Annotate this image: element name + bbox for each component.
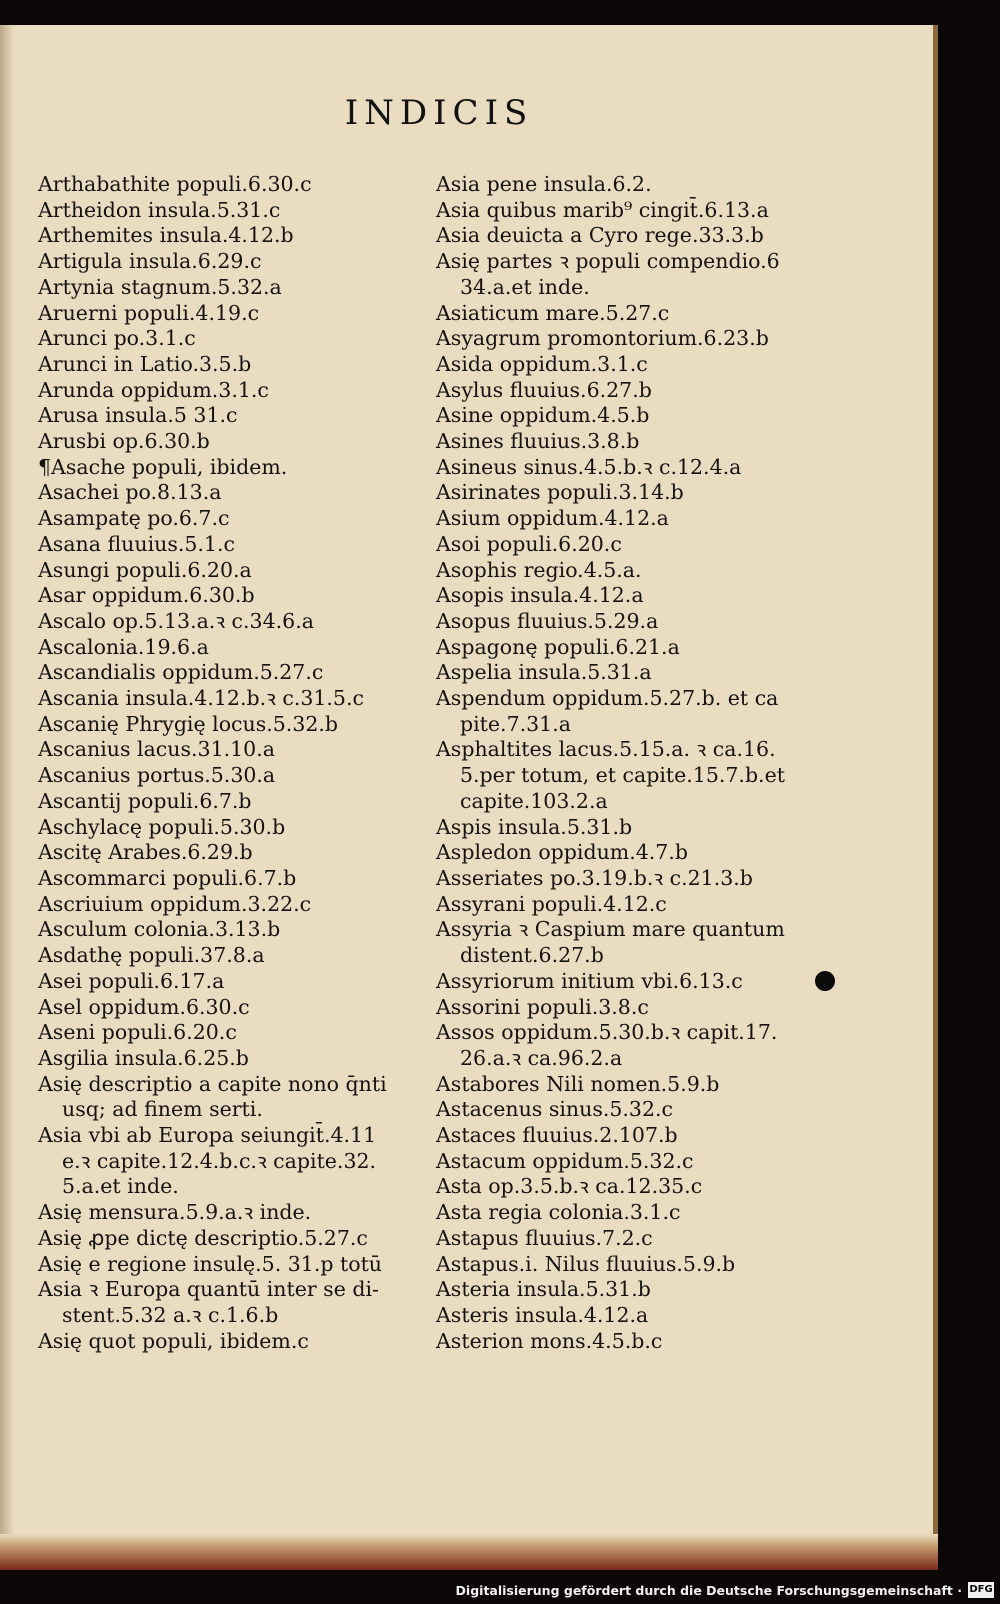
index-entry: Arusa insula.5 31.c [38, 403, 238, 428]
index-entry: Ascanię Phrygię locus.5.32.b [38, 711, 339, 736]
index-entry: Ascantij populi.6.7.b [38, 788, 252, 813]
index-entry: Asiaticum mare.5.27.c [436, 300, 670, 325]
index-entry: Asar oppidum.6.30.b [38, 583, 255, 608]
index-entry-continuation: capite.103.2.a [460, 788, 608, 813]
index-entry: Ascalonia.19.6.a [38, 634, 209, 659]
dfg-logo: DFG [968, 1582, 994, 1598]
index-entry-continuation: 5.a.et inde. [62, 1174, 179, 1199]
running-head: INDICIS [344, 93, 534, 133]
index-entry-continuation: distent.6.27.b [460, 943, 604, 968]
index-entry: Astapus.i. Nilus fluuius.5.9.b [436, 1251, 736, 1276]
index-column-right [436, 172, 836, 1354]
gutter-shadow [0, 25, 14, 1570]
index-entry: Asungi populi.6.20.a [38, 557, 252, 582]
index-entry: Ascitę Arabes.6.29.b [38, 840, 253, 865]
ink-dot [815, 971, 835, 991]
index-entry: Asculum colonia.3.13.b [38, 917, 281, 942]
index-entry-continuation: usq; ad finem serti. [62, 1097, 263, 1122]
index-entry: Asirinates populi.3.14.b [436, 480, 684, 505]
index-entry: Aspendum oppidum.5.27.b. et ca [436, 686, 779, 711]
index-entry: Assorini populi.3.8.c [436, 994, 649, 1019]
index-entry: Asię ꝓpe dictę descriptio.5.27.c [38, 1225, 368, 1250]
index-entry: Asida oppidum.3.1.c [436, 351, 648, 376]
index-entry: Aruerni populi.4.19.c [38, 300, 260, 325]
index-entry: Asium oppidum.4.12.a [436, 506, 669, 531]
index-entry: Assos oppidum.5.30.b.ꝛ capit.17. [436, 1020, 778, 1045]
index-entry-continuation: 5.per totum, et capite.15.7.b.et [460, 763, 785, 788]
index-entry: Aschylacę populi.5.30.b [38, 814, 286, 839]
index-entry: Ascalo op.5.13.a.ꝛ c.34.6.a [38, 608, 314, 633]
index-entry: Artynia stagnum.5.32.a [38, 274, 282, 299]
index-entry: Asgilia insula.6.25.b [38, 1045, 249, 1070]
index-entry: Asię e regione insulę.5. 31.p totū [38, 1251, 383, 1276]
index-entry: Asteria insula.5.31.b [436, 1277, 651, 1302]
index-entry: Asophis regio.4.5.a. [436, 557, 642, 582]
page-bottom-edge [0, 1534, 938, 1570]
index-entry: Ascriuium oppidum.3.22.c [38, 891, 312, 916]
index-entry: Astapus fluuius.7.2.c [436, 1225, 653, 1250]
index-entry: Asopis insula.4.12.a [436, 583, 644, 608]
index-entry: Asta op.3.5.b.ꝛ ca.12.35.c [436, 1174, 703, 1199]
digitization-credit: Digitalisierung gefördert durch die Deutsche Forschungsgemeinschaft · [455, 1583, 962, 1598]
index-entry: Arunci in Latio.3.5.b [38, 351, 252, 376]
index-entry: Asię mensura.5.9.a.ꝛ inde. [38, 1200, 312, 1225]
index-entry-continuation: stent.5.32 a.ꝛ c.1.6.b [62, 1302, 279, 1327]
index-entry: Arthemites insula.4.12.b [38, 223, 294, 248]
index-entry: Astabores Nili nomen.5.9.b [436, 1071, 720, 1096]
index-entry: Ascommarci populi.6.7.b [38, 865, 297, 890]
index-entry: Assyrani populi.4.12.c [436, 891, 667, 916]
index-entry: Asines fluuius.3.8.b [436, 429, 640, 454]
index-entry: Astacum oppidum.5.32.c [436, 1148, 694, 1173]
index-entry: Aseni populi.6.20.c [38, 1020, 237, 1045]
index-entry: Asta regia colonia.3.1.c [436, 1200, 681, 1225]
book-page [0, 25, 938, 1570]
index-entry: Asia pene insula.6.2. [436, 172, 652, 196]
index-entry: Asdathę populi.37.8.a [38, 943, 265, 968]
index-entry: Aspledon oppidum.4.7.b [436, 840, 688, 865]
index-entry: Asei populi.6.17.a [38, 968, 225, 993]
index-entry: Asel oppidum.6.30.c [38, 994, 250, 1019]
index-entry: Asia deuicta a Cyro rege.33.3.b [436, 223, 764, 248]
index-entry: Aspis insula.5.31.b [436, 814, 633, 839]
index-entry: Asylus fluuius.6.27.b [436, 377, 652, 402]
index-entry-continuation: pite.7.31.a [460, 711, 571, 736]
index-entry: Asia ꝛ Europa quantū inter se di- [38, 1277, 379, 1302]
index-entry: Asterion mons.4.5.b.c [436, 1328, 663, 1353]
index-entry: Ascanius lacus.31.10.a [38, 737, 275, 762]
index-entry: Arthabathite populi.6.30.c [38, 172, 312, 196]
index-entry: Assyriorum initium vbi.6.13.c [436, 968, 743, 993]
index-entry: Asyagrum promontorium.6.23.b [436, 326, 769, 351]
index-entry: Asia vbi ab Europa seiungit̄.4.11 [38, 1123, 377, 1148]
index-entry: Arunda oppidum.3.1.c [38, 377, 269, 402]
index-entry: Astaces fluuius.2.107.b [436, 1123, 678, 1148]
index-entry: Arunci po.3.1.c [38, 326, 196, 351]
index-entry: Asineus sinus.4.5.b.ꝛ c.12.4.a [436, 454, 742, 479]
index-entry: Artheidon insula.5.31.c [38, 197, 281, 222]
index-entry-continuation: e.ꝛ capite.12.4.b.c.ꝛ capite.32. [62, 1148, 377, 1173]
index-entry: Asoi populi.6.20.c [436, 531, 622, 556]
index-entry: Artigula insula.6.29.c [38, 249, 262, 274]
index-entry: ¶Asache populi, ibidem. [38, 454, 288, 479]
index-entry: Aspagonę populi.6.21.a [436, 634, 680, 659]
index-entry: Asine oppidum.4.5.b [436, 403, 650, 428]
index-entry: Asopus fluuius.5.29.a [436, 608, 659, 633]
index-entry-continuation: 34.a.et inde. [460, 274, 590, 299]
index-entry: Asachei po.8.13.a [38, 480, 222, 505]
index-entry: Ascania insula.4.12.b.ꝛ c.31.5.c [38, 686, 364, 711]
index-entry-continuation: 26.a.ꝛ ca.96.2.a [460, 1045, 623, 1070]
index-entry: Aspelia insula.5.31.a [436, 660, 652, 685]
index-entry: Ascandialis oppidum.5.27.c [38, 660, 324, 685]
index-entry: Asię partes ꝛ populi compendio.6 [436, 249, 780, 274]
index-entry: Asphaltites lacus.5.15.a. ꝛ ca.16. [436, 737, 776, 762]
index-entry: Asampatę po.6.7.c [38, 506, 230, 531]
index-entry: Asseriates po.3.19.b.ꝛ c.21.3.b [436, 865, 753, 890]
index-entry: Asteris insula.4.12.a [436, 1302, 649, 1327]
index-entry: Arusbi op.6.30.b [38, 429, 210, 454]
index-entry: Asana fluuius.5.1.c [38, 531, 235, 556]
index-entry: Asia quibus marib⁹ cingit̄.6.13.a [436, 197, 769, 222]
index-entry: Asię quot populi, ibidem.c [38, 1328, 309, 1353]
index-entry: Asię descriptio a capite nono q̄nti [38, 1071, 387, 1096]
index-entry: Astacenus sinus.5.32.c [436, 1097, 674, 1122]
index-column-left [38, 172, 438, 1354]
index-entry: Ascanius portus.5.30.a [38, 763, 276, 788]
index-entry: Assyria ꝛ Caspium mare quantum [436, 917, 785, 942]
